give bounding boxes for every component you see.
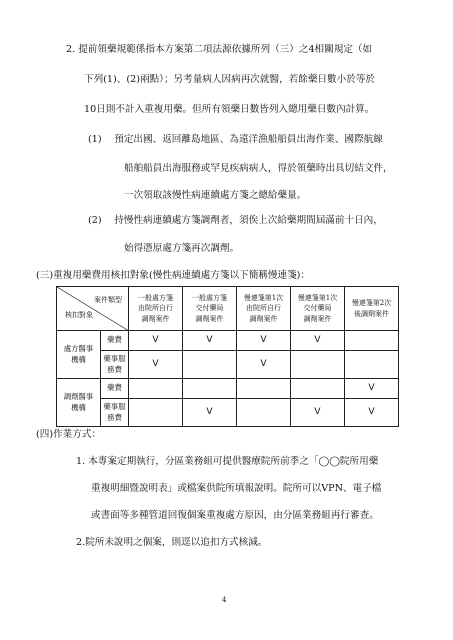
row-label: 藥事服 務費 xyxy=(101,351,129,379)
paragraph-line: 1. 本專案定期執行，分區業務組可提供醫療院所前季之「◯◯院所用藥 xyxy=(76,456,379,467)
table-cell xyxy=(129,399,183,427)
group-label: 處方醫事 機構 xyxy=(57,331,101,379)
deduction-table xyxy=(56,286,399,427)
table-cell xyxy=(183,379,237,399)
section-heading: (三)重複用藥費用核扣對象(慢性病連續處方箋以下簡稱慢連箋)： xyxy=(36,270,311,281)
paragraph-line: (2) 持慢性病連續處方箋調劑者，須俟上次給藥期間屆滿前十日內， xyxy=(88,215,383,226)
table-cell: V xyxy=(345,379,399,399)
paragraph-line: 船舶船員出海服務或罕見疾病病人，得於領藥時出具切結文件， xyxy=(124,163,393,174)
column-header: 一般處方箋 由院所自行 調劑案件 xyxy=(129,287,183,331)
table-cell: V xyxy=(291,399,345,427)
table-row xyxy=(57,399,399,427)
table-cell xyxy=(237,379,291,399)
table-cell xyxy=(345,331,399,351)
paragraph-line: 始得憑原處方箋再次調劑。 xyxy=(124,243,240,254)
section-heading: (四)作業方式： xyxy=(36,429,102,440)
corner-label-case-type: 案件類型 xyxy=(94,296,122,304)
column-header: 一般處方箋 交付藥局 調劑案件 xyxy=(183,287,237,331)
column-header: 慢連箋第1次 交付藥局 調劑案件 xyxy=(291,287,345,331)
table-cell: V xyxy=(291,331,345,351)
table-cell xyxy=(237,399,291,427)
row-label: 藥費 xyxy=(101,331,129,351)
column-header: 慢連箋第2次 後調劑案件 xyxy=(345,287,399,331)
table-cell: V xyxy=(237,351,291,379)
column-header: 慢連箋第1次 由院所自行 調劑案件 xyxy=(237,287,291,331)
paragraph-line: 2. 提前領藥規範係指本方案第二項法源依據所列（三）之4相關規定（如 xyxy=(66,44,373,55)
corner-label-target: 核扣對象 xyxy=(65,310,93,319)
paragraph-line: 10日則不計入重複用藥。但所有領藥日數皆列入總用藥日數內計算。 xyxy=(84,104,375,115)
paragraph-line: 重複明細暨說明表」或檔案供院所填報說明。院所可以VPN、電子檔 xyxy=(91,483,382,494)
group-label: 調劑醫事 機構 xyxy=(57,379,101,427)
table-cell xyxy=(129,379,183,399)
table-cell: V xyxy=(237,331,291,351)
table-cell xyxy=(183,351,237,379)
table-row xyxy=(57,379,399,399)
table-cell: V xyxy=(129,331,183,351)
table-corner-cell xyxy=(57,287,129,331)
paragraph-line: 一次領取該慢性病連續處方箋之總給藥量。 xyxy=(124,190,307,201)
paragraph-line: (1) 預定出國、返回離島地區、為遠洋漁船船員出海作業、國際航線 xyxy=(88,134,383,145)
page-number: 4 xyxy=(222,596,227,604)
table-cell: V xyxy=(183,331,237,351)
table-cell: V xyxy=(183,399,237,427)
paragraph-line: 或書面等多種管道回復個案重複處方原因，由分區業務組再行審查。 xyxy=(91,510,379,521)
table-cell xyxy=(291,379,345,399)
paragraph-line: 2.院所未說明之個案，則逕以追扣方式核減。 xyxy=(76,537,268,548)
row-label: 藥事服 務費 xyxy=(101,399,129,427)
table-cell: V xyxy=(345,399,399,427)
table-cell xyxy=(291,351,345,379)
table-cell xyxy=(345,351,399,379)
table-row xyxy=(57,351,399,379)
table-cell: V xyxy=(129,351,183,379)
table-row xyxy=(57,331,399,351)
paragraph-line: 下列(1)、(2)兩點）；另考量病人因病再次就醫，若餘藥日數小於等於 xyxy=(84,74,376,85)
row-label: 藥費 xyxy=(101,379,129,399)
